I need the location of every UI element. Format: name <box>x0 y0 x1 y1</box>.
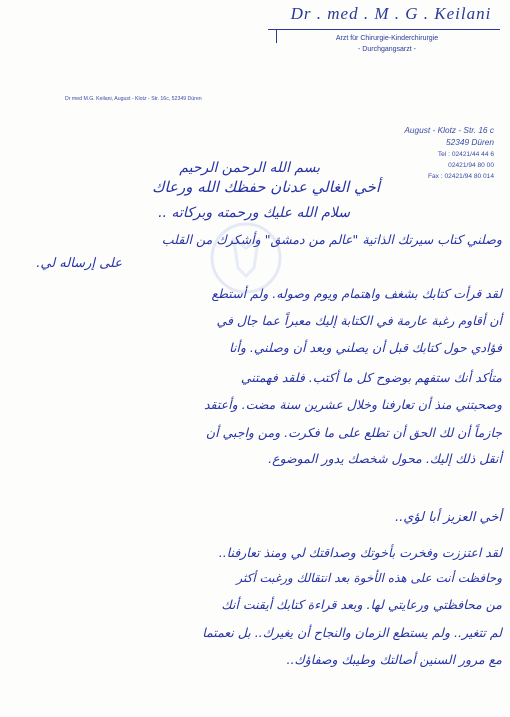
letter-line: أنقل ذلك إليك. محول شخصك يدور الموضوع. <box>268 451 502 466</box>
letter-line: وصلني كتاب سيرتك الذاتية "عالم من دمشق" وأشكرك من القلب <box>161 232 502 247</box>
phone-row <box>364 151 494 158</box>
letterhead-name: Dr . med . M . G . Keilani <box>290 4 492 23</box>
fax-row <box>364 173 494 180</box>
letter-line: على إرساله لي. <box>36 256 122 271</box>
letter-line: جازماً أن لك الحق أن تطلع على ما فكرت. ومن واجبي أن <box>205 425 502 440</box>
fax-number: 02421/94 80 014 <box>444 173 494 180</box>
letterhead-vertical-rule <box>276 29 277 43</box>
phone-number-2: 02421/94 80 00 <box>448 162 494 169</box>
letter-line: سلام الله عليك ورحمته وبركاته .. <box>158 205 350 221</box>
letter-line: أخي الغالي عدنان حفظك الله ورعاك <box>152 178 380 196</box>
letter-line: وحافظت أنت على هذه الأخوة بعد انتقالك ورغبت أكثر <box>236 571 502 585</box>
letter-line: من محافظتي ورعايتي لها. وبعد قراءة كتابك أيقنت أنك <box>221 597 502 612</box>
address-city: 52349 Düren <box>446 137 494 147</box>
address-street: August - Klotz - Str. 16 c <box>404 125 494 135</box>
letter-line: متأكد أنك ستفهم بوضوح كل ما أكتب. فلقد فهمتني <box>240 370 502 385</box>
letter-line: أن أقاوم رغبة عارمة في الكتابة إليك معبراً عما جال في <box>216 313 502 328</box>
letterhead-rule <box>268 29 500 30</box>
phone-row-2 <box>364 162 494 169</box>
fax-label: Fax : <box>427 173 443 180</box>
letter-line: لم تتغير.. ولم يستطع الزمان والنجاح أن يغيرك.. بل نعمتما <box>202 625 502 640</box>
sender-return-line: Dr med M.G. Keilani, August - Klotz - Str. 16c, 52349 Düren <box>65 96 202 102</box>
letter-line: وصحبتني منذ أن تعارفنا وخلال عشرين سنة مضت. وأعتقد <box>204 397 502 412</box>
letter-line: أخي العزيز أبا لؤي.. <box>395 510 502 525</box>
letterhead-specialty: Arzt für Chirurgie-Kinderchirurgie <box>335 35 439 42</box>
letter-line: مع مرور السنين أصالتك وطيبك وصفاؤك.. <box>286 652 502 667</box>
letter-line: لقد قرأت كتابك بشغف واهتمام ويوم وصوله. ولم أستطع <box>211 286 502 301</box>
letterhead-role: - Durchgangsarzt - <box>358 46 416 53</box>
address-block <box>364 125 494 184</box>
phone-number-1: 02421/44 44 6 <box>451 151 494 158</box>
letter-line: فؤادي حول كتابك قبل أن يصلني وبعد أن وصلني. وأنا <box>229 340 502 355</box>
letter-line: لقد اعتززت وفخرت بأخوتك وصداقتك لي ومنذ تعارفنا.. <box>218 545 502 560</box>
letter-line: بسم الله الرحمن الرحيم <box>179 160 320 176</box>
phone-label: Tel : <box>437 151 450 158</box>
